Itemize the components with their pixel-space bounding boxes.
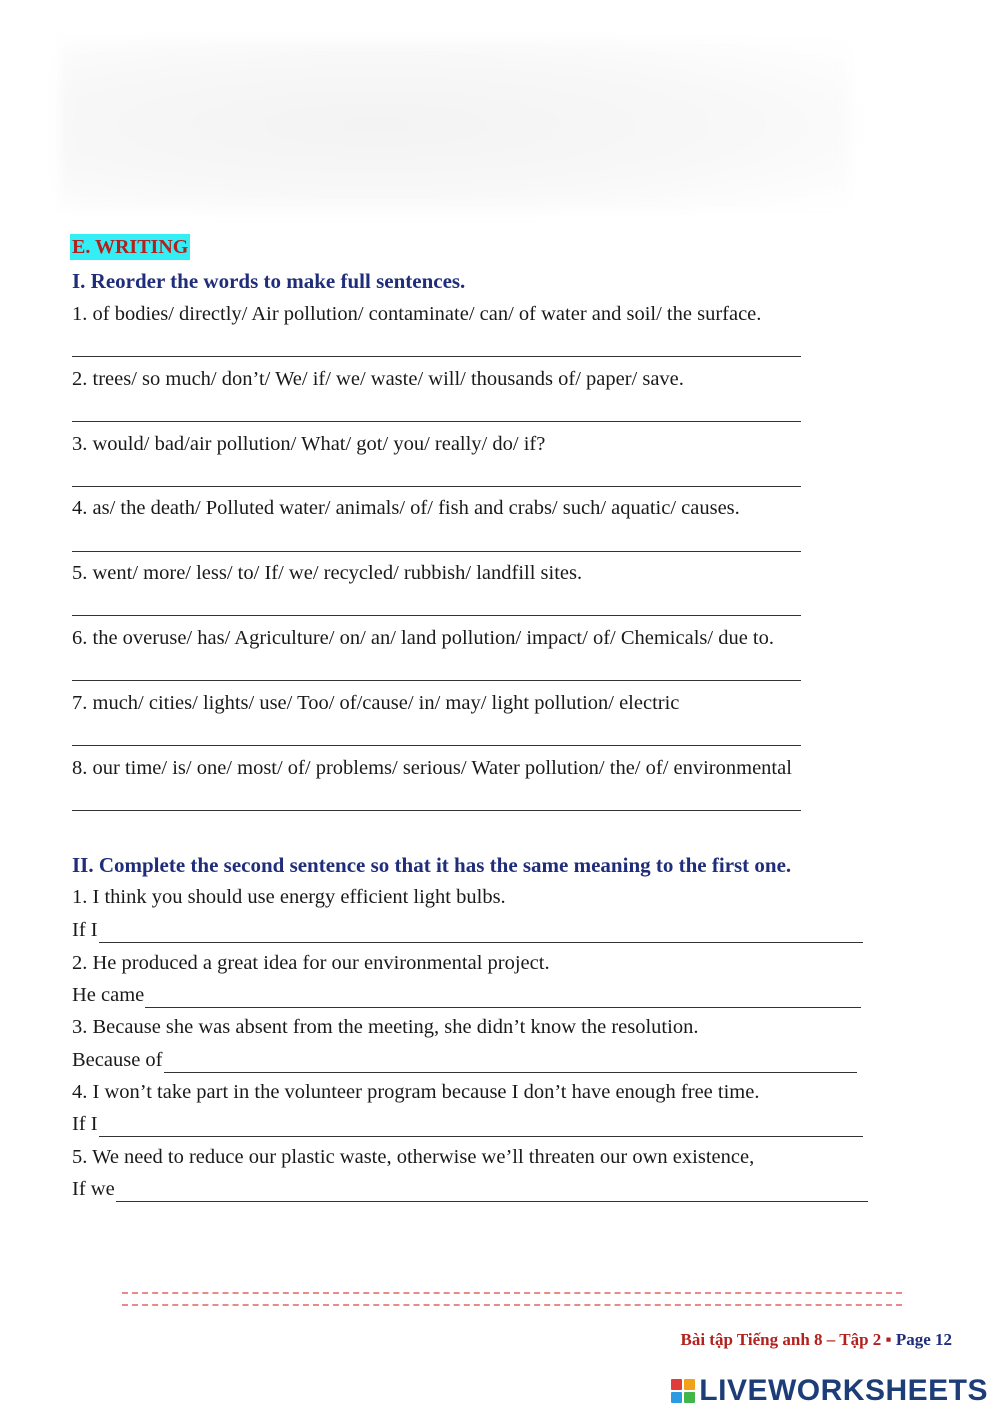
answer-field[interactable] xyxy=(116,1181,868,1202)
answer-field[interactable] xyxy=(72,421,801,422)
answer-field[interactable] xyxy=(72,486,801,487)
reorder-item: 4. as/ the death/ Polluted water/ animals/ of/ fish and crabs/ such/ aquatic/ causes. xyxy=(72,497,740,519)
footer-page-number: Page 12 xyxy=(895,1330,952,1349)
rewrite-row xyxy=(72,1111,863,1137)
original-sentence: 2. He produced a great idea for our environmental project. xyxy=(72,952,550,974)
original-sentence: 4. I won’t take part in the volunteer program because I don’t have enough free time. xyxy=(72,1081,760,1103)
reorder-item: 8. our time/ is/ one/ most/ of/ problems/ serious/ Water pollution/ the/ of/ environmental xyxy=(72,757,792,779)
answer-field[interactable] xyxy=(72,810,801,811)
reorder-item: 3. would/ bad/air pollution/ What/ got/ you/ really/ do/ if? xyxy=(72,433,546,455)
brand-name: LIVEWORKSHEETS xyxy=(699,1374,988,1407)
answer-field[interactable] xyxy=(72,615,801,616)
footer-page-label xyxy=(681,1330,953,1350)
answer-field[interactable] xyxy=(72,745,801,746)
footer-book-title: Bài tập Tiếng anh 8 – Tập 2 ▪ xyxy=(680,1330,896,1349)
reorder-item: 2. trees/ so much/ don’t/ We/ if/ we/ waste/ will/ thousands of/ paper/ save. xyxy=(72,368,684,390)
original-sentence: 1. I think you should use energy efficient light bulbs. xyxy=(72,886,506,908)
liveworksheets-brand xyxy=(671,1374,988,1408)
answer-field[interactable] xyxy=(72,551,801,552)
part2-heading: II. Complete the second sentence so that it has the same meaning to the first one. xyxy=(72,853,792,877)
reorder-item: 6. the overuse/ has/ Agriculture/ on/ an/ land pollution/ impact/ of/ Chemicals/ due to. xyxy=(72,627,774,649)
original-sentence: 5. We need to reduce our plastic waste, otherwise we’ll threaten our own existence, xyxy=(72,1146,755,1168)
rewrite-prompt: If I xyxy=(72,1113,98,1135)
answer-field[interactable] xyxy=(164,1052,857,1073)
rewrite-prompt: Because of xyxy=(72,1049,163,1071)
part1-heading: I. Reorder the words to make full sentences. xyxy=(72,269,466,293)
rewrite-row xyxy=(72,982,861,1008)
logo-tile xyxy=(671,1379,682,1390)
rewrite-prompt: If we xyxy=(72,1178,115,1200)
rewrite-prompt: If I xyxy=(72,919,98,941)
rewrite-row xyxy=(72,1176,868,1202)
reorder-item: 1. of bodies/ directly/ Air pollution/ contaminate/ can/ of water and soil/ the surface. xyxy=(72,303,762,325)
blurred-header-area xyxy=(60,40,850,210)
rewrite-row xyxy=(72,1047,857,1073)
answer-field[interactable] xyxy=(99,922,863,943)
logo-tile xyxy=(671,1392,682,1403)
section-heading: E. WRITING xyxy=(72,236,189,258)
original-sentence: 3. Because she was absent from the meeting, she didn’t know the resolution. xyxy=(72,1016,699,1038)
footer-divider xyxy=(122,1292,902,1306)
logo-tile xyxy=(684,1379,695,1390)
reorder-item: 5. went/ more/ less/ to/ If/ we/ recycled/ rubbish/ landfill sites. xyxy=(72,562,583,584)
liveworksheets-logo-icon xyxy=(671,1379,695,1403)
logo-tile xyxy=(684,1392,695,1403)
reorder-item: 7. much/ cities/ lights/ use/ Too/ of/cause/ in/ may/ light pollution/ electric xyxy=(72,692,680,714)
answer-field[interactable] xyxy=(145,987,861,1008)
rewrite-prompt: He came xyxy=(72,984,145,1006)
rewrite-row xyxy=(72,917,863,943)
answer-field[interactable] xyxy=(72,680,801,681)
answer-field[interactable] xyxy=(72,356,801,357)
answer-field[interactable] xyxy=(99,1116,863,1137)
